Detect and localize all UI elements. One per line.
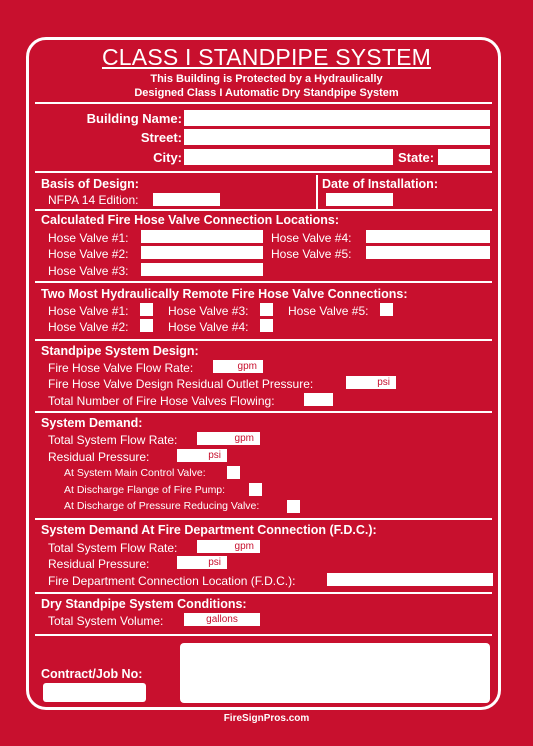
notes-box[interactable]	[180, 643, 490, 703]
street-label: Street:	[140, 130, 182, 145]
building-name-label: Building Name:	[86, 111, 182, 126]
date-installation-heading: Date of Installation:	[322, 177, 438, 191]
prv-label: At Discharge of Pressure Reducing Valve:	[64, 500, 260, 512]
divider	[35, 634, 492, 636]
nfpa-edition-label: NFPA 14 Edition:	[48, 193, 139, 207]
residual-pressure-field[interactable]: psi	[346, 376, 396, 389]
contract-label: Contract/Job No:	[41, 667, 143, 681]
street-field[interactable]	[184, 129, 490, 145]
divider	[35, 209, 492, 211]
demand-flow-field[interactable]: gpm	[197, 432, 260, 445]
divider	[35, 171, 492, 173]
remote-hv3-checkbox[interactable]	[260, 303, 273, 316]
flow-rate-field[interactable]: gpm	[213, 360, 263, 373]
demand-pressure-field[interactable]: psi	[177, 449, 227, 462]
basis-heading: Basis of Design:	[41, 177, 139, 191]
subtitle-line-2: Designed Class I Automatic Dry Standpipe System	[134, 87, 399, 99]
contract-field[interactable]	[43, 683, 146, 702]
footer-brand: FireSignPros.com	[223, 713, 310, 724]
calc-hv4-label: Hose Valve #4:	[271, 231, 352, 245]
city-field[interactable]	[184, 149, 393, 165]
calc-hv1-field[interactable]	[141, 230, 263, 243]
fdc-flow-field[interactable]: gpm	[197, 540, 260, 553]
divider	[35, 281, 492, 283]
sign-title: CLASS I STANDPIPE SYSTEM	[101, 44, 431, 70]
dry-heading: Dry Standpipe System Conditions:	[41, 597, 247, 611]
remote-hv2-label: Hose Valve #2:	[48, 320, 129, 334]
design-heading: Standpipe System Design:	[41, 344, 199, 358]
demand-flow-label: Total System Flow Rate:	[48, 433, 178, 447]
divider	[35, 411, 492, 413]
calc-hv4-field[interactable]	[366, 230, 490, 243]
fdc-heading: System Demand At Fire Department Connection (F.D.C.):	[41, 523, 377, 537]
total-valves-field[interactable]	[304, 393, 333, 406]
fire-pump-label: At Discharge Flange of Fire Pump:	[64, 484, 226, 496]
subtitle-line-1: This Building is Protected by a Hydraulically	[150, 73, 383, 85]
volume-label: Total System Volume:	[48, 614, 164, 628]
fdc-pressure-label: Residual Pressure:	[48, 557, 150, 571]
flow-rate-label: Fire Hose Valve Flow Rate:	[48, 361, 194, 375]
state-field[interactable]	[438, 149, 490, 165]
demand-pressure-label: Residual Pressure:	[48, 450, 150, 464]
remote-heading: Two Most Hydraulically Remote Fire Hose Valve Connections:	[41, 287, 408, 301]
main-valve-checkbox[interactable]	[227, 466, 240, 479]
demand-heading: System Demand:	[41, 416, 143, 430]
calc-hv3-label: Hose Valve #3:	[48, 264, 129, 278]
remote-hv5-checkbox[interactable]	[380, 303, 393, 316]
fdc-pressure-field[interactable]: psi	[177, 556, 227, 569]
divider	[35, 102, 492, 104]
main-valve-label: At System Main Control Valve:	[64, 467, 206, 479]
fire-pump-checkbox[interactable]	[249, 483, 262, 496]
fdc-location-label: Fire Department Connection Location (F.D.C.):	[48, 574, 296, 588]
remote-hv5-label: Hose Valve #5:	[288, 304, 369, 318]
remote-hv4-label: Hose Valve #4:	[168, 320, 249, 334]
calc-hv1-label: Hose Valve #1:	[48, 231, 129, 245]
calc-hv5-label: Hose Valve #5:	[271, 247, 352, 261]
vertical-divider	[316, 175, 318, 209]
calc-hv3-field[interactable]	[141, 263, 263, 276]
nfpa-edition-field[interactable]	[153, 193, 220, 206]
divider	[35, 339, 492, 341]
residual-pressure-label: Fire Hose Valve Design Residual Outlet Pressure:	[48, 377, 314, 391]
city-label: City:	[153, 150, 182, 165]
fdc-flow-label: Total System Flow Rate:	[48, 541, 178, 555]
remote-hv2-checkbox[interactable]	[140, 319, 153, 332]
divider	[35, 592, 492, 594]
remote-hv1-label: Hose Valve #1:	[48, 304, 129, 318]
remote-hv4-checkbox[interactable]	[260, 319, 273, 332]
volume-field[interactable]: gallons	[184, 613, 260, 626]
remote-hv3-label: Hose Valve #3:	[168, 304, 249, 318]
calc-hv5-field[interactable]	[366, 246, 490, 259]
remote-hv1-checkbox[interactable]	[140, 303, 153, 316]
calc-hv2-field[interactable]	[141, 246, 263, 259]
prv-checkbox[interactable]	[287, 500, 300, 513]
building-name-field[interactable]	[184, 110, 490, 126]
divider	[35, 518, 492, 520]
state-label: State:	[398, 150, 435, 165]
calc-hv2-label: Hose Valve #2:	[48, 247, 129, 261]
total-valves-label: Total Number of Fire Hose Valves Flowing:	[48, 394, 275, 408]
fdc-location-field[interactable]	[327, 573, 493, 586]
date-installation-field[interactable]	[326, 193, 393, 206]
calc-locations-heading: Calculated Fire Hose Valve Connection Locations:	[41, 213, 339, 227]
